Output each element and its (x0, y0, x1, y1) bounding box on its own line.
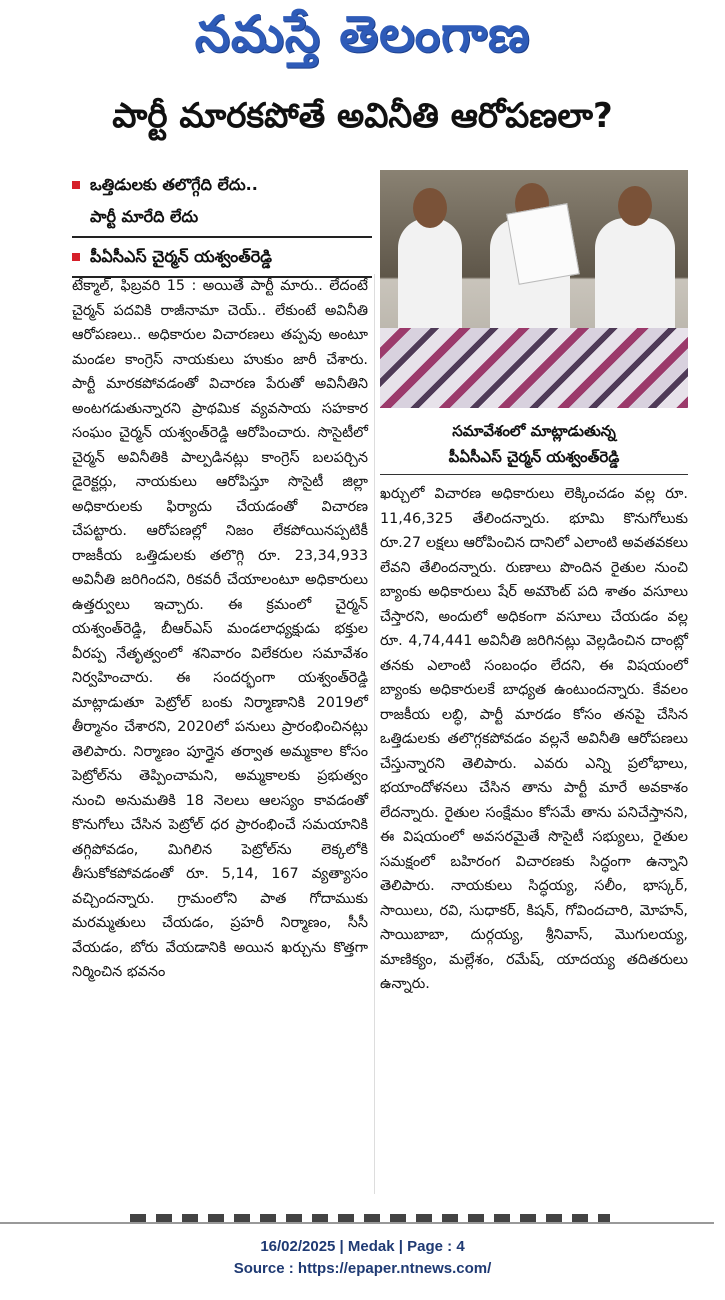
highlight-item: పీఏసీఎస్ చైర్మన్ యశ్వంత్‌రెడ్డి (72, 244, 372, 270)
newspaper-logo: నమస్తే తెలంగాణ (194, 4, 531, 63)
column-divider (374, 274, 375, 1194)
highlight-item: ఒత్తిడులకు తలొగ్గేది లేదు.. (72, 172, 372, 198)
red-bullet-icon (72, 181, 80, 189)
document-sheet (506, 203, 580, 285)
photo-caption: సమావేశంలో మాట్లాడుతున్న పీఏసీఎస్ చైర్మన్ యశ్వంత్‌రెడ్డి (448, 422, 620, 466)
article-body-right: ఖర్చులో విచారణ అధికారులు లెక్కించడం వల్ల రూ. 11,46,325 తేలిందన్నారు. భూమి కొనుగోలుకు రూ.27 లక్షలు ఆరోపించిన దానిలో ఎలాంటి అవతవకలు లేవని తేలిందన్నారు. రుణాలు పొందిన రైతుల నుంచి బ్యాంకు అధికారులు షేర్ అమౌంట్ పది శాతం వసూలు చేస్తారని, అందులో అధికంగా వసూలు చేయడం వల్ల రూ. 4,74,441 అవినీతి జరిగినట్లు వెల్లడించిన దాంట్లో తనకు ఎలాంటి సంబంధం లేదని, ఈ విషయంలో బ్యాంకు అధికారులకే బాధ్యత ఉంటుందన్నారు. కేవలం రాజకీయ లబ్ధి, పార్టీ మారడం కోసం తనపై చేసిన ఒత్తిడులకు తలొగ్గకపోవడం వల్లనే అవినీతి ఆరోపణలు చేస్తున్నారని తెలిపారు. ఎవరు ఎన్ని ప్రలోభాలు, భయాందోళనలు చేసిన తాను పార్టీ మారే అవకాశం లేదన్నారు. రైతుల సంక్షేమం కోసమే తాను పనిచేస్తానని, ఈ విషయంలో అవసరమైతే సొసైటీ సభ్యులు, రైతుల సమక్షంలో బహిరంగ విచారణకు సిద్ధంగా ఉన్నాని తెలిపారు. నాయకులు సిద్ధయ్య, సలీం, భాస్కర్, సాయిలు, రవి, సుధాకర్, కిషన్, గోవిందచారి, మోహన్, సాయిబాబా, దుర్గయ్య, శ్రీనివాస్, మొగులయ్య, మాణిక్యం, మల్లేశం, రమేష్, యాదయ్య తదితరులు ఉన్నారు. (380, 486, 688, 992)
masthead (0, 0, 725, 80)
table-cloth (380, 328, 688, 408)
person-figure (398, 218, 462, 338)
red-bullet-icon (72, 253, 80, 261)
article-highlights (72, 172, 372, 284)
article-headline: పార్టీ మారకపోతే అవినీతి ఆరోపణలా? (112, 96, 613, 136)
article-body-left: టేక్మాల్, ఫిబ్రవరి 15 : అయితే పార్టీ మారు.. లేదంటే చైర్మన్ పదవికి రాజీనామా చెయ్.. లేకుంటే అవినీతి ఆరోపణలు.. అధికారుల విచారణలు తప్పవు అంటూ మండల కాంగ్రెస్ నాయకులు హుకుం జారీ చేశారు. పార్టీ మారకపోవడంతో విచారణ పేరుతో అవినీతిని అంటగడుతున్నారని ప్రాథమిక వ్యవసాయ సహకార సంఘం చైర్మన్ యశ్వంత్‌రెడ్డి ఆరోపించారు. సొసైటీలో చైర్మన్ అవినీతికి పాల్పడినట్లు కాంగ్రెస్ బలపర్చిన డైరెక్టర్లు, నాయకులు ఆరోపిస్తూ సొసైటీ జిల్లా అధికారులకు ఫిర్యాదు చేయడంతో విచారణ చేపట్టారు. ఆరోపణల్లో నిజం లేకపోయినప్పటికీ రాజకీయ ఒత్తిడులకు తలొగ్గి రూ. 23,34,933 అవినీతి జరిగిందని, రికవరీ చేయాలంటూ అధికారులు ఉత్తర్వులు ఇచ్చారు. ఈ క్రమంలో చైర్మన్ యశ్వంత్‌రెడ్డి, బీఆర్ఎస్ మండలాధ్యక్షుడు భక్తుల వీరప్ప నేతృత్వంలో శనివారం విలేకరుల సమావేశం నిర్వహించారు. ఈ సందర్భంగా యశ్వంత్‌రెడ్డి మాట్లాడుతూ పెట్రోల్ బంకు నిర్మాణానికి 2019లో తీర్మానం చేశారని, 2020లో పనులు ప్రారంభించినట్లు తెలిపారు. నిర్మాణం పూర్తైన తర్వాత అమ్మకాల కోసం పెట్రోల్‌ను తెప్పించామని, అమ్మకాలకు ప్రభుత్వం నుంచి అనుమతికి 18 నెలలు ఆలస్యం కావడంతో కొనుగోలు చేసిన పెట్రోల్ ధర ప్రారంభించే సమయానికి తగ్గిపోవడం, మిగిలిన పెట్రోల్‌ను లెక్కలోకి తీసుకోకపోవడంతో రూ. 5,14, 167 వ్యత్యాసం వచ్చిందన్నారు. గ్రామంలోని పాత గోదాముకు మరమ్మతులు చేయడం, ప్రహరీ నిర్మాణం, సీసీ వేయడం, బోరు వేయడానికి అయిన ఖర్చును కొత్తగా నిర్మించిన భవనం (72, 278, 368, 980)
person-head (413, 188, 447, 228)
news-photo (380, 170, 688, 408)
divider (380, 474, 688, 475)
divider (72, 236, 372, 238)
person-figure (595, 218, 675, 338)
source-link[interactable]: Source : https://epaper.ntnews.com/ (233, 1260, 492, 1277)
person-head (618, 186, 652, 226)
cropped-text-strip (130, 1214, 610, 1222)
highlight-item: పార్టీ మారేది లేదు (90, 207, 199, 226)
source-footer (0, 1236, 725, 1280)
edition-info: 16/02/2025 | Medak | Page : 4 (260, 1238, 465, 1255)
divider (0, 1222, 714, 1224)
